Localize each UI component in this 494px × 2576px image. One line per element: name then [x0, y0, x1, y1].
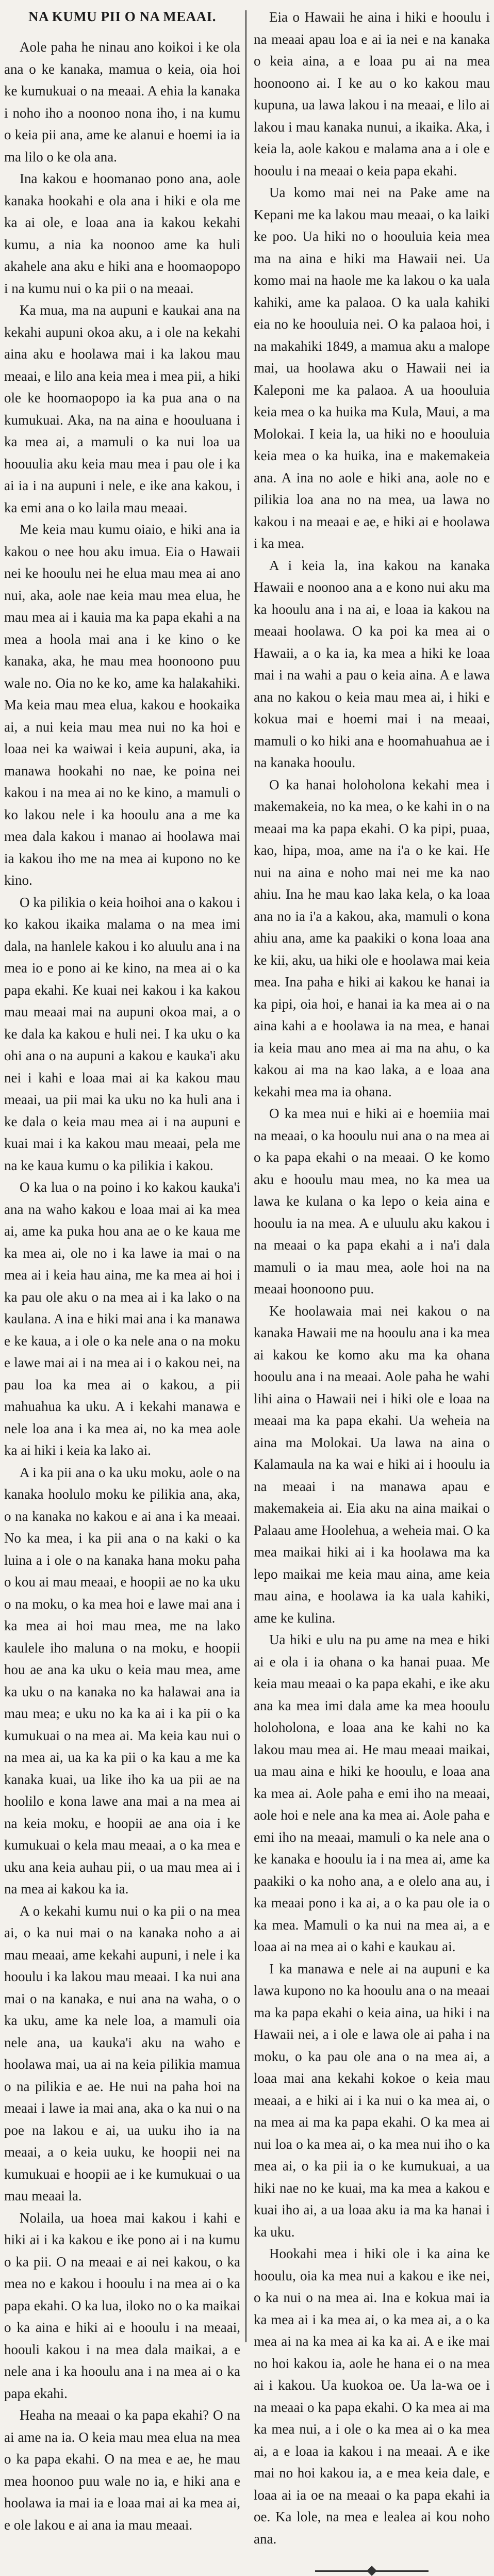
left-column — [4, 6, 240, 2533]
paragraph: A i keia la, ina kakou na kanaka Hawaii e noonoo ana a e kono nui aku ma ka hooulu ana i na ai, e loaa ia kakou na meaai hoolawa. O ka poi ka mea ai o Hawaii, a o ka ia, ka mea a hiki ke loaa mai i na wahi a pau o keia aina. A e lawa ana no kakou o keia mau mea ai, i hiki e kokua mai e hoemi mai i na meaai, mamuli o ko hiki ana e hoomahuahua ae i na kanaka hooulu. — [254, 557, 490, 770]
paragraph: O ka hanai holoholona kekahi mea i makemakeia, no ka mea, o ke kahi in o na meaai ma ka papa ekahi. O ka pipi, puaa, kao, hipa, moa, ame na i'a o ke kai. He nui na aina e noho mai nei me ka nao ahiu. Ina he mau kao laka kela, o ka loaa ana no ia i'a a kakou, aka, mamuli o kona ahiu ana, ame ka paakiki o kona loaa ana ke kii, aku, ua hiki ole e hoolawa mai keia mea. Ina paha e hiki ai kakou ke hanai ia ka pipi, oia hoi, e hanai ia ka mea ai o na aina kahi a e hoolawa ia na mea, e hanai ia keia mau ano mea ai ma na ahu, o ka kakou ai ma na kao laka, a e loaa ana kekahi mea ma ia ohana. — [254, 776, 490, 1099]
paragraph: Ua hiki e ulu na pu ame na mea e hiki ai e ola i ia ohana o ka hanai puaa. Me keia mau meaai o ka papa ekahi, e ike aku ana ka mea imi dala ame ka mea hooulu holoholona, e loaa ana ke kahi no ka lakou mau mea ai. He mau meaai maikai, ua mau aina e hiki ke hooulu, e loaa ana ka mea ai. Aole paha e emi iho na meaai, aole hoi e nele ana ka mea ai. Aole paha e emi iho na meaai, mamuli o ka nele ana o ke kanaka e hooulu ia i na mea ai, ame ka paakiki o ka noho ana, a e olelo ana au, i ka meaai pono i ka ai, a o ka pau ole ia o ka mea. Mamuli o ka nui na mea ai, a e loaa ai na mea ai o kahi e kaukau ai. — [254, 1632, 490, 1954]
paragraph: Ka mua, ma na aupuni e kaukai ana na kekahi aupuni okoa aku, a i ole na kekahi aina aku e hoolawa mai i ka lakou mau meaai, e lilo ana keia mea i mea pii, a hiki ole ke hoomaopopo ia ka pua ana o na kumukuai. Aka, na na aina e hoouluana i ka mea ai, a mamuli o ka nui loa ua hoouulia aku keia mau mea i pau ole i ka ai ia i na aupuni i nele, e ike ana kakou, i ka emi ana o ko laila mau meaai. — [4, 302, 240, 515]
paragraph: O ka pilikia o keia hoihoi ana o kakou i ko kakou ikaika malama o na mea imi dala, na hanlele kakou i ko aluulu ana i na mea io e pono ai ke kino, na mea ai o ka papa ekahi. Ke kuai nei kakou i ka kakou mau meaai mai na aupuni okoa mai, a o ke dala ka kakou e huli nei. I ka uku o ka ohi ana o na aupuni a kakou e kauka'i aku nei i kahi e loaa mai ai ka kakou mau meaai, ua pii mai ka uku no ka huli ana i ke dala o keia mau mea ai i na aupuni e kuai mai i ka kakou mau meaai, pela me na ke kaua kumu o ka pilikia i kakou. — [4, 894, 240, 1173]
paragraph: I ka manawa e nele ai na aupuni e ka lawa kupono no ka hooulu ana o na meaai ma ka papa ekahi o keia aina, ua hiki i na Hawaii nei, a i ole e lawa ole ai paha i na moku, o ka pau ole ana o na mea ai, a loaa mai ana kekahi kokoe o keia mau meaai, a e hiki ai i ka nui o ka mea ai, o na mea ai ma ka papa ekahi. O ka mea ai nui loa o ka mea ai, o ka mea nui iho o ka mea ai, o ka pii ia o ke kumukuai, a ua hiki nae no ke kuai, ma ka mea a kakou e kuai iho ai, a ua loaa aku ia ma ka hanai i ka uku. — [254, 1961, 490, 2240]
paragraph: Aole paha he ninau ano koikoi i ke ola ana o ke kanaka, mamua o keia, oia hoi ke kumukuai o na meaai. A ehia la kanaka i noho iho a noonoo nona iho, i na kumu o keia pii ana, ame ke alanui e hoemi ia ia ma lilo o ke ola ana. — [4, 39, 240, 165]
paragraph: Ke hoolawaia mai nei kakou o na kanaka Hawaii me na hooulu ana i ka mea ai kakou ke komo aku ma ka ohana hooulu ana i na meaai. Aole paha he wahi lihi aina o Hawaii nei i hiki ole e loaa na meaai ma ka papa ekahi. Ua weheia na aina ma Molokai. Ua lawa na aina o Kalamaula na ka wai e hiki ai i hooulu ia na meaai i na manawa apau e makemakeia ai. Eia aku na aina maikai o Palaau ame Hoolehua, a weheia mai. O ka mea maikai hiki ai i ka hoolawa ma ka lepo maikai me keia mau aina, ame keia mau aina, e hoolawa ia ka uala kahiki, ame ke kulina. — [254, 1303, 490, 1626]
column-divider — [245, 10, 246, 2342]
paragraph: A o kekahi kumu nui o ka pii o na mea ai, o ka nui mai o na kanaka noho a ai mau meaai, ame kekahi aupuni, i nele i ka hooulu i ka lakou mau meaai. I ka nui ana mai o na kanaka, e nui ana na waha, o o ka uku, ame ka nele loa, a mamuli oia nele ana, ua kauka'i aku na waho e hoolawa mai, ua ai na keia pilikia mamua o na pilikia e ae. He nui na paha hoi na meaai i lawe ia mai ana, aka o ka nui o na poe na lakou e ai, ua uuku iho ia na meaai, a o keia uuku, ke hoopii nei na kumukuai e hoopii ae i ke kumukuai o ua mau meaai la. — [4, 1903, 240, 2204]
paragraph: O ka lua o na poino i ko kakou kauka'i ana na waho kakou e loaa mai ai ka mea ai, ame ka puka hou ana ae o ke kaua me ka mea ai, ole no i ka lawe ia mai o na mea ai i keia hau aina, me ka mea ai hoi i ka pau ole aku o na mea ai i ka lako o na kaulana. A ina e hiki mai ana i ka manawa e ke kaua, a i ole o ka nele ana o na moku e lawe mai ai i na mea ai i o kakou nei, na pau loa ka mea ai o kakou, a pii mahuahua ka uku. A i kekahi manawa e nele loa ana i ka mea ai, no ka mea aole ka ai hiki i keia ka lako ai. — [4, 1179, 240, 1458]
paragraph: Ua komo mai nei na Pake ame na Kepani me ka lakou mau meaai, o ka laiki ke poo. Ua hiki no o hoouluia keia mea ma na aina e hiki ma Hawaii nei. Ua komo mai na haole me ka lakou o ka uala kahiki, ame ka palaoa. O ka uala kahiki eia no ke hoouluia nei. O ka palaoa hoi, i na makahiki 1849, a mamua aku a malope mai, ua hoolawa aku o Hawaii nei ia Kaleponi me ka palaoa. A ua hoouluia keia mea o ka huika ma Kula, Maui, a ma Molokai. I keia la, ua hiki no e hoouluia keia mea o ka huika, ina e makemakeia ana. A ina no aole e hiki ana, aole no e pilikia loa ana no na mea, ua lawa no kakou i na meaai e ae, e hiki ai e hoolawa i ka mea. — [254, 185, 490, 551]
paragraph: Eia o Hawaii he aina i hiki e hooulu i na meaai apau loa e ai ia nei e na kanaka o keia aina, a e loaa pu ai na mea hoonoono ai. I ke au o ko kakou mau kupuna, ua lawa lakou i na meaai, e lilo ai lakou i mau kanaka nunui, a ikaika. Aka, i keia la, aole kakou e malama ana a i ole e hooulu i na meaai o keia papa ekahi. — [254, 9, 490, 179]
paragraph: Nolaila, ua hoea mai kakou i kahi e hiki ai i ka kakou e ike pono ai i na kumu o ka pii. O na meaai e ai nei kakou, o ka mea no e kakou i hooulu i na mea ai o ka papa ekahi. O ka lua, iloko no o ka maikai o ka aina e hiki ai e hooulu i na meaai, hoouli kakou i na mea dala maikai, a e nele ana i ka hooulu ana i na mea ai o ka papa ekahi. — [4, 2210, 240, 2401]
paragraph: A i ka pii ana o ka uku moku, aole o na kanaka hoolulo moku ke pilikia ana, aka, o na kanaka no kakou e ai ana i ka meaai. No ka mea, i ka pii ana o na kaki o ka luina a i ole o na kanaka hana moku paha o kou ai mau meaai, e hoopii ae no ka uku o na moku, o ka mea hoi e lawe mai ana i ka mea ai hoi mau mea, me na lako kaulele iho maluna o na moku, e hoopii hou ae ana ka uku o keia mau mea, ame ka uku o na kanaka no ka halawai ana ia mau mea; e uku no ka ka ai i ka pii o ka kumukuai o na mea ai. Ma keia kau nui o na mea ai, ua ka ka pii o ka kau a me ka kanaka kuai, ua like iho ka ua pii ae na hoolilo e kona lawe ana mai a na mea ai na keia moku, e hoopii ae ana oia i ke kumukuai o kela mau meaai, a o ka mea e uku ana keia auhau pii, o ua mau mea ai i na mea ai kakou ka ia. — [4, 1464, 240, 1897]
paragraph: O ka mea nui e hiki ai e hoemiia mai na meaai, o ka hooulu nui ana o na mea ai o ka papa ekahi o na meaai. O ke komo aku e hooulu mau mea, no ka mea ua lawa ke kulana o ka lepo o keia aina e hooulu ia na mea. A e uluulu aku kakou i na meaai o ka papa ekahi a i na'i dala mamuli o ia mau mea, aole hoi na na meaai hoonoono puu. — [254, 1106, 490, 1297]
paragraph: Hookahi mea i hiki ole i ka aina ke hooulu, oia ka mea nui a kakou e ike nei, o ka nui o na mea ai. Ina e kokua mai ia ka mea ai i ka mea ai, o ka mea ai, a o ka mea ai na ka mea ai ka ka ai. A e ike mai no hoi kakou ia, aole he hana ei o na mea ai i kakou. Ua kuokoa oe. Ua la-wa oe i na meaai o ka papa ekahi. O ka mea ai ma ka mea nui, a i ole o ka mea ai o ka mea ai, a e loaa ia kakou i na meaai. A e ike mai no hoi kakou ia, a e mea keia dale, e loaa ai ia oe na meaai o ka papa ekahi ia oe. Ka lole, na mea e lealea ai kou noho ana. — [254, 2246, 490, 2547]
right-column — [254, 6, 490, 2547]
paragraph: Me keia mau kumu oiaio, e hiki ana ia kakou o nee hou aku imua. Eia o Hawaii nei ke hooulu nei he elua mau mea ai ano nui, aka, aole nae keia mau mea elua, he mau mea ai i kauia ma ka papa ekahi a na mea a hoola mai ana i ke kino o ke kanaka, aka, he mau mea hoonoono puu wale no. Oia no ke ko, ame ka halakahiki. Ma keia mau mea elua, kakou e hookaika ai, a nui keia mau mea nui no ka hoi e loaa nei ka waiwai i keia aupuni, aka, ia manawa hookahi no nae, ke poina nei kakou i na mea ai no ke kino, a mamuli o ko lakou nele i ka hooulu ana a me ka mea dala kakou i manao ai hoolawa mai ia kakou iho me na mea ai kupono no ke kino. — [4, 522, 240, 888]
article-title: NA KUMU PII O NA MEAAI. — [28, 9, 216, 24]
paragraph: Ina kakou e hoomanao pono ana, aole kanaka hookahi e ola ana i hiki e ola me ka ai ole, e loaa ana ia kakou kekahi kumu, a nia ka noonoo ame ka huli akahele ana aku e hiki ana e hoomaopopo i na kumu nui o ka pii o na meaai. — [4, 171, 240, 296]
paragraph: Heaha na meaai o ka papa ekahi? O na ai ame na ia. O keia mau mea elua na mea o ka papa ekahi. O na mea e ae, he mau mea hoonoo puu wale no ia, e hiki ana e hoolawa ia mai ia e loaa mai ai ka mea ai, e ole lakou e ai ana ia mau meaai. — [4, 2407, 240, 2533]
end-ornament — [315, 2570, 429, 2572]
